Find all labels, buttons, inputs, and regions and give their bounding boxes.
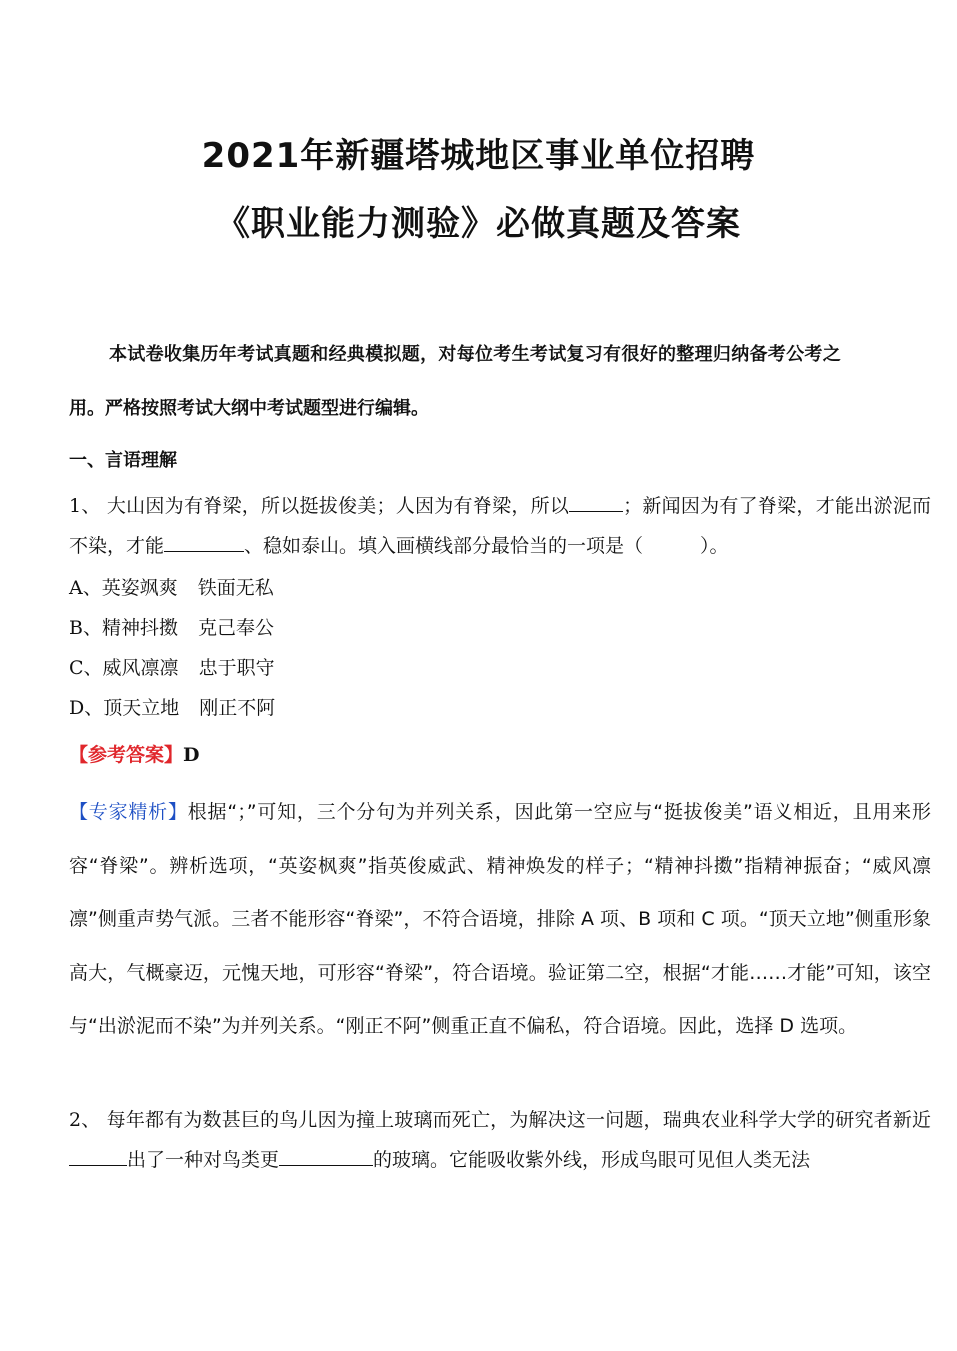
section-heading: 一、言语理解 <box>69 450 177 471</box>
option-key: B、 <box>69 617 102 639</box>
question-1-option-b <box>69 613 274 640</box>
question-1-stem <box>69 486 931 566</box>
question-2-blank-2 <box>279 1147 373 1166</box>
question-2-text-a: 每年都有为数甚巨的鸟儿因为撞上玻璃而死亡，为解决这一问题，瑞典农业科学大学的研究者新近 <box>100 1109 932 1131</box>
option-first-word: 威风凛凛 <box>102 657 179 679</box>
option-second-word: 克己奉公 <box>197 617 274 639</box>
analysis-label: 【专家精析】 <box>69 801 188 823</box>
question-1-text-c: 、稳如泰山。填入画横线部分最恰当的一项是（ ）。 <box>244 535 729 557</box>
option-second-word: 铁面无私 <box>197 577 274 599</box>
intro-line-2: 用。严格按照考试大纲中考试题型进行编辑。 <box>69 398 429 419</box>
answer-label: 【参考答案】 <box>69 744 184 766</box>
option-key: C、 <box>69 657 103 679</box>
question-2-stem <box>69 1100 931 1180</box>
document-title-line-2: 《职业能力测验》必做真题及答案 <box>216 204 741 244</box>
question-2-text-b: 出了一种对鸟类更 <box>127 1149 280 1171</box>
question-2-blank-1 <box>69 1147 127 1166</box>
option-key: A、 <box>69 577 102 599</box>
option-second-word: 刚正不阿 <box>199 697 276 719</box>
question-1-option-a <box>69 573 274 600</box>
option-key: D、 <box>69 697 104 719</box>
question-1-blank-2 <box>164 533 244 552</box>
question-1-blank-1 <box>569 493 623 512</box>
question-1-analysis <box>69 786 931 1054</box>
document-title-line-1: 2021年新疆塔城地区事业单位招聘 <box>201 136 756 176</box>
question-1-text-b: ；新闻因为有了脊梁，才能出淤泥而不染，才能 <box>69 495 931 557</box>
answer-value: D <box>183 744 200 766</box>
question-1-number: 1、 <box>69 495 101 517</box>
question-1-answer <box>69 740 200 767</box>
intro-line-1: 本试卷收集历年考试真题和经典模拟题，对每位考生考试复习有很好的整理归纳备考公考之 <box>109 344 841 365</box>
question-2-text-c: 的玻璃。它能吸收紫外线，形成鸟眼可见但人类无法 <box>373 1149 811 1171</box>
option-second-word: 忠于职守 <box>198 657 275 679</box>
question-1-option-d <box>69 693 275 720</box>
question-2-number: 2、 <box>69 1109 101 1131</box>
option-first-word: 顶天立地 <box>103 697 180 719</box>
question-1-option-c <box>69 653 275 680</box>
analysis-text: 根据“；”可知，三个分句为并列关系，因此第一空应与“挺拔俊美”语义相近，且用来形容“脊梁”。辨析选项，“英姿枫爽”指英俊威武、精神焕发的样子；“精神抖擞”指精神振奋；“威风凛凛”侧重声势气派。三者不能形容“脊梁”，不符合语境，排除 A 项、B 项和 C 项。“顶天立地”侧重形象高大，气概豪迈，元愧天地，可形容“脊梁”，符合语境。验证第二空，根据“才能……才能”可知，该空与“出淤泥而不染”为并列关系。“刚正不阿”侧重正直不偏私，符合语境。因此，选择 D 选项。 <box>69 801 931 1037</box>
option-first-word: 精神抖擞 <box>101 617 178 639</box>
question-1-text-a: 大山因为有脊梁，所以挺拔俊美；人因为有脊梁，所以 <box>100 495 570 517</box>
option-first-word: 英姿飒爽 <box>101 577 178 599</box>
